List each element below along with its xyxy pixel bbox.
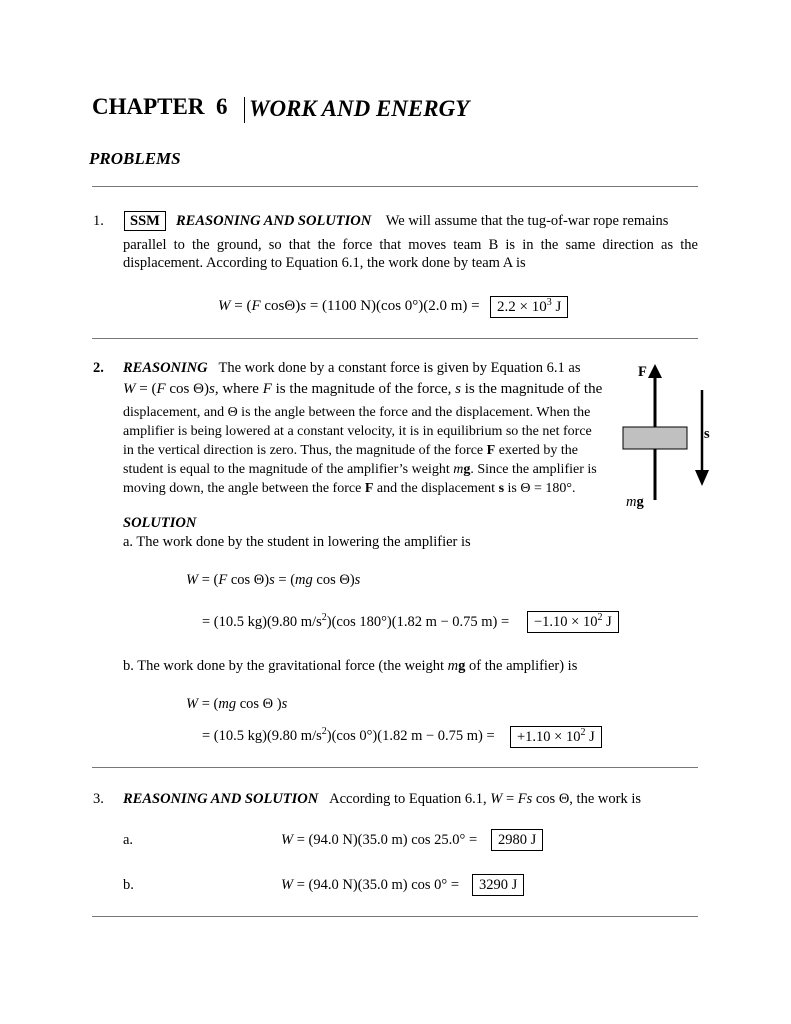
problem-1-line: displacement. According to Equation 6.1, the work done by team A is: [123, 255, 526, 271]
part-label: a.: [123, 832, 134, 848]
answer-box: $+1.10 \times 10^2$ J: [510, 726, 602, 748]
divider: [92, 186, 698, 187]
problem-heading: REASONING AND SOLUTION: [176, 213, 372, 229]
problem-2-line: amplifier is being lowered at a constant velocity, it is in equilibrium so the net force: [123, 424, 592, 439]
problem-heading: REASONING: [123, 360, 208, 376]
problem-heading: REASONING AND SOLUTION: [123, 791, 319, 807]
answer-box: $2.2 \times 10^3$ J: [490, 296, 568, 318]
problem-number: 1.: [93, 213, 104, 229]
problem-2-line: moving down, the angle between the force F and the displacement s is Θ = 180°.: [123, 481, 576, 496]
divider: [92, 916, 698, 917]
force-arrowhead: [648, 364, 662, 378]
solution-heading: SOLUTION: [123, 515, 197, 531]
problem-1-text: REASONING AND SOLUTION We will assume that the tug-of-war rope remains: [176, 213, 669, 229]
displacement-arrowhead: [695, 470, 709, 486]
answer-box: $-1.10 \times 10^2$ J: [527, 611, 619, 633]
divider: [92, 338, 698, 339]
problem-2-line: student is equal to the magnitude of the amplifier’s weight mg. Since the amplifier is: [123, 462, 597, 477]
ssm-badge: SSM: [124, 211, 166, 231]
equation: W = (94.0 N)(35.0 m) cos 25.0° =: [281, 832, 478, 848]
divider: [92, 767, 698, 768]
amplifier-box: [623, 427, 687, 449]
chapter-number: 6: [215, 94, 228, 119]
force-label: F: [638, 364, 647, 380]
problem-2-text: REASONING The work done by a constant force is given by Equation 6.1 as: [123, 360, 581, 376]
chapter-divider: [244, 97, 245, 123]
equation: W = (94.0 N)(35.0 m) cos 0° =: [281, 877, 460, 893]
part-b-text: b. The work done by the gravitational force (the weight mg of the amplifier) is: [123, 658, 578, 674]
equation: W = (F cosΘ)s = (1100 N)(cos 0°)(2.0 m) =: [218, 298, 480, 314]
section-title: PROBLEMS: [89, 149, 181, 168]
equation: W = (F cos Θ)s = (mg cos Θ)s: [186, 572, 361, 588]
chapter-title: WORK AND ENERGY: [249, 96, 470, 121]
problem-2-line: displacement, and Θ is the angle between the force and the displacement. When the: [123, 405, 591, 420]
equation: = (10.5 kg)(9.80 $m/s^2)(\cos$ 0°)(1.82 m − 0.75 m) =: [202, 726, 495, 744]
chapter-label: CHAPTER 6: [92, 94, 228, 119]
weight-label: mg: [626, 494, 644, 510]
part-label: b.: [123, 877, 134, 893]
problem-3-text: REASONING AND SOLUTION According to Equation 6.1, W = Fs cos Θ, the work is: [123, 791, 641, 807]
answer-box: 3290 J: [472, 874, 524, 896]
answer-box: 2980 J: [491, 829, 543, 851]
part-a-text: a. The work done by the student in lowering the amplifier is: [123, 534, 471, 550]
problem-2-line: in the vertical direction is zero. Thus, the magnitude of the force F exerted by the: [123, 443, 578, 458]
equation: W = (mg cos Θ )s: [186, 696, 288, 712]
problem-number: 3.: [93, 791, 104, 807]
displacement-label: s: [704, 426, 710, 442]
problem-2-line: W = (F cos Θ)s, where F is the magnitude of the force, s is the magnitude of the: [123, 381, 603, 397]
equation: = (10.5 kg)(9.80 $m/s^2)(\cos$ 180°)(1.82 m − 0.75 m) =: [202, 612, 510, 630]
problem-1-line: parallel to the ground, so that the force that moves team B is in the same direction as the: [123, 237, 698, 253]
problem-number: 2.: [93, 360, 104, 376]
